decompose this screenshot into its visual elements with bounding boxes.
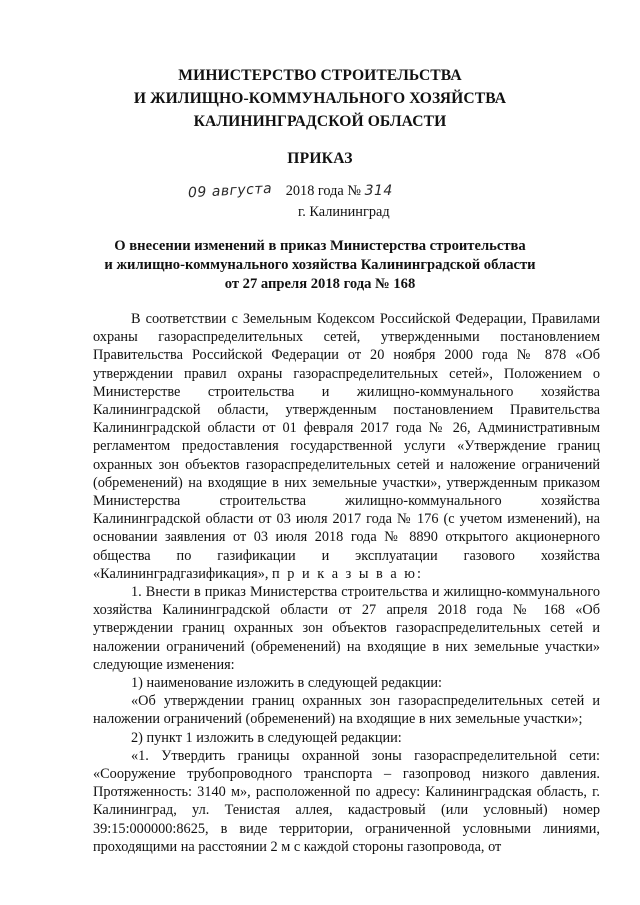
subject-line-3: от 27 апреля 2018 года № 168 <box>224 276 416 292</box>
order-city: г. Калининград <box>298 204 390 220</box>
handwritten-order-number: 314 <box>364 183 393 199</box>
ministry-line-3: КАЛИНИНГРАДСКОЙ ОБЛАСТИ <box>193 113 447 130</box>
item-1-paragraph: 1. Внести в приказ Министерства строительства и жилищно-коммунального хозяйства Калининградской области от 27 апреля 2018 года № 168 «Об утверждении границ охранных зон объектов газораспределительных сетей и наложении ограничений (обременений) на входящие в них земельные участки» следующие изменения: <box>93 584 600 673</box>
preamble-paragraph <box>93 310 600 583</box>
subject-line-1: О внесении изменений в приказ Министерства строительства <box>114 238 526 254</box>
order-body <box>93 310 600 856</box>
order-title: ПРИКАЗ <box>287 150 353 167</box>
order-year: 2018 года № <box>285 183 361 199</box>
prikazyvayu-text: п р и к а з ы в а ю: <box>272 565 423 582</box>
subitem-2-text: «1. Утвердить границы охранной зоны газораспределительной сети: «Сооружение трубопроводного транспорта – газопровод низкого давления. Протяженность: 3140 м», расположенной по адресу: Калининградская область, г. Калининград, ул. Тенистая аллея, кадастровый (или условный) номер 39:15:000000:8625, в виде территории, ограниченной условными линиями, проходящими на расстоянии 2 м с каждой стороны газопровода, от <box>93 747 600 855</box>
ministry-line-1: МИНИСТЕРСТВО СТРОИТЕЛЬСТВА <box>178 67 462 84</box>
ministry-header <box>0 64 640 133</box>
subitem-1-text: «Об утверждении границ охранных зон газораспределительных сетей и наложении ограничений (обременений) на входящие в них земельные участки»; <box>93 693 600 728</box>
ministry-line-2: И ЖИЛИЩНО-КОММУНАЛЬНОГО ХОЗЯЙСТВА <box>133 90 507 107</box>
order-date-line <box>187 180 393 202</box>
subject-line-2: и жилищно-коммунального хозяйства Калининградской области <box>104 257 536 273</box>
handwritten-date: 09 августа <box>187 180 273 202</box>
subitem-1-heading: 1) наименование изложить в следующей редакции: <box>131 675 442 692</box>
subitem-2-heading: 2) пункт 1 изложить в следующей редакции: <box>131 729 402 746</box>
preamble-text: В соответствии с Земельным Кодексом Российской Федерации, Правилами охраны газораспределительных сетей, утвержденными постановлением Правительства Российской Федерации от 20 ноября 2000 года № 878 «Об утверждении правил охраны газораспределительных сетей», Положением о Министерстве строительства и жилищно-коммунального хозяйства Калининградской области, утвержденным постановлением Правительства Калининградской области от 01 февраля 2017 года № 26, Административным регламентом предоставления государственной услуги «Утверждение границ охранных зон объектов газораспределительных сетей и наложение ограничений (обременений) на входящие в них земельные участки», утвержденным приказом Министерства строительства жилищно-коммунального хозяйства Калининградской области от 03 июля 2017 года № 176 (с учетом изменений), на основании заявления от 03 июля 2018 года № 8890 открытого акционерного общества по газификации и эксплуатации газового хозяйства «Калининградгазификация», <box>93 311 600 582</box>
order-subject <box>0 237 640 294</box>
